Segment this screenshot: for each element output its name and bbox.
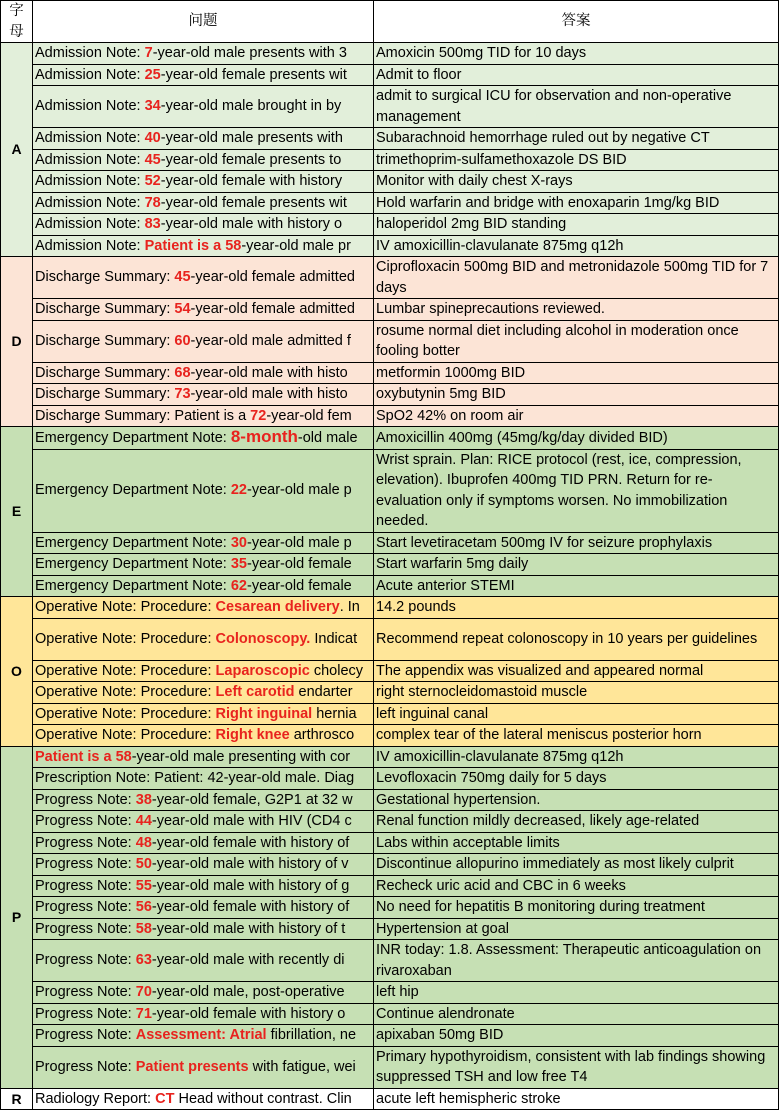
answer-cell[interactable]: metformin 1000mg BID xyxy=(374,362,779,384)
question-highlight: 45 xyxy=(174,269,191,286)
question-highlight: 58 xyxy=(135,920,152,937)
table-row xyxy=(1,554,779,576)
question-text: -year-old female with history xyxy=(160,173,343,189)
question-cell[interactable] xyxy=(33,660,374,682)
question-text: -year-old female presents wit xyxy=(160,66,347,83)
question-text: Progress Note: xyxy=(35,791,136,808)
question-text: Emergency Department Note: xyxy=(35,430,231,446)
question-highlight: 62 xyxy=(230,577,247,594)
question-text: -year-old male presents with 3 xyxy=(152,45,347,61)
answer-cell[interactable]: Monitor with daily chest X-rays xyxy=(374,171,779,193)
answer-cell[interactable]: Amoxicillin 400mg (45mg/kg/day divided BID) xyxy=(374,427,779,450)
question-text: -year-old fem xyxy=(266,407,352,424)
table-row xyxy=(1,299,779,321)
question-text: Operative Note: Procedure: xyxy=(35,630,216,647)
answer-cell[interactable]: admit to surgical ICU for observation and non-operative management xyxy=(374,86,779,128)
answer-cell[interactable]: Start warfarin 5mg daily xyxy=(374,554,779,576)
table-row xyxy=(1,171,779,193)
question-cell[interactable] xyxy=(33,768,374,790)
question-cell[interactable] xyxy=(33,575,374,597)
question-highlight: Right knee xyxy=(215,727,290,743)
question-text: -year-old male pr xyxy=(241,237,351,254)
question-text: Progress Note: xyxy=(35,952,136,969)
question-cell[interactable] xyxy=(33,320,374,362)
question-text: Emergency Department Note: xyxy=(35,577,231,594)
question-highlight: 25 xyxy=(144,66,161,83)
answer-cell[interactable]: haloperidol 2mg BID standing xyxy=(374,214,779,236)
table-body xyxy=(1,43,779,1110)
answer-cell[interactable]: left inguinal canal xyxy=(374,703,779,725)
answer-cell[interactable]: Wrist sprain. Plan: RICE protocol (rest, ice, compression, elevation). Ibuprofen 400mg TID PRN. Return for re-evaluation only if symptoms worsen. No immobilization needed. xyxy=(374,449,779,532)
question-cell[interactable] xyxy=(33,918,374,940)
question-text: Operative Note: Procedure: xyxy=(35,684,216,700)
table-row xyxy=(1,427,779,450)
question-text: Progress Note: xyxy=(35,834,136,851)
question-text: -year-old male with history of g xyxy=(151,877,350,894)
question-cell[interactable] xyxy=(33,86,374,128)
question-text: Discharge Summary: Patient is a xyxy=(35,407,251,424)
table-row xyxy=(1,832,779,854)
question-highlight: 78 xyxy=(144,194,161,211)
question-highlight: Cesarean delivery xyxy=(215,599,340,615)
question-cell[interactable] xyxy=(33,64,374,86)
question-text: cholecy xyxy=(309,662,364,679)
answer-cell[interactable]: 14.2 pounds xyxy=(374,597,779,619)
answer-cell[interactable]: Gestational hypertension. xyxy=(374,789,779,811)
question-cell[interactable] xyxy=(33,746,374,768)
question-highlight: 60 xyxy=(174,332,191,349)
question-cell[interactable] xyxy=(33,214,374,236)
question-text: . In xyxy=(339,599,360,615)
answer-cell[interactable]: apixaban 50mg BID xyxy=(374,1025,779,1047)
answer-cell[interactable]: left hip xyxy=(374,982,779,1004)
question-text: Operative Note: Procedure: xyxy=(35,705,216,722)
question-text: Progress Note: xyxy=(35,1058,136,1075)
question-text: Discharge Summary: xyxy=(35,269,175,286)
question-text: Emergency Department Note: xyxy=(35,534,231,551)
question-cell[interactable] xyxy=(33,875,374,897)
question-cell[interactable] xyxy=(33,682,374,704)
question-cell[interactable] xyxy=(33,384,374,406)
question-cell[interactable] xyxy=(33,43,374,65)
table-row xyxy=(1,940,779,982)
answer-cell[interactable]: Renal function mildly decreased, likely age-related xyxy=(374,811,779,833)
answer-cell[interactable]: No need for hepatitis B monitoring during treatment xyxy=(374,897,779,919)
question-cell[interactable] xyxy=(33,554,374,576)
answer-cell[interactable]: Continue alendronate xyxy=(374,1003,779,1025)
question-text: endarter xyxy=(294,684,353,700)
table-row xyxy=(1,682,779,704)
table-row xyxy=(1,43,779,65)
question-highlight: 44 xyxy=(135,813,152,829)
question-text: Admission Note: xyxy=(35,151,145,168)
question-cell[interactable] xyxy=(33,171,374,193)
answer-cell[interactable]: IV amoxicillin-clavulanate 875mg q12h xyxy=(374,746,779,768)
question-highlight: 73 xyxy=(174,386,191,402)
answer-cell[interactable]: Recommend repeat colonoscopy in 10 years per guidelines xyxy=(374,618,779,660)
question-text: Admission Note: xyxy=(35,66,145,83)
answer-cell[interactable]: Subarachnoid hemorrhage ruled out by negative CT xyxy=(374,128,779,150)
question-cell[interactable] xyxy=(33,703,374,725)
table-row xyxy=(1,897,779,919)
question-text: -year-old female presents wit xyxy=(160,194,347,211)
question-text: Emergency Department Note: xyxy=(35,556,231,572)
question-highlight: 56 xyxy=(135,899,152,915)
question-text: Admission Note: xyxy=(35,173,145,189)
question-text: Progress Note: xyxy=(35,877,136,894)
group-letter-cell[interactable]: A xyxy=(1,43,33,257)
table-row xyxy=(1,660,779,682)
question-text: Indicat xyxy=(310,630,358,647)
question-text: -year-old male with HIV (CD4 c xyxy=(151,813,352,829)
question-highlight: 63 xyxy=(135,952,152,969)
table-row xyxy=(1,575,779,597)
group-letter-cell[interactable]: R xyxy=(1,1088,33,1110)
question-text: -year-old male brought in by xyxy=(160,98,342,115)
question-text: -year-old male with history of t xyxy=(151,920,346,937)
question-highlight: Left carotid xyxy=(215,684,295,700)
table-row xyxy=(1,725,779,747)
question-text: Progress Note: xyxy=(35,899,136,915)
question-text: hernia xyxy=(312,705,357,722)
question-cell[interactable] xyxy=(33,982,374,1004)
question-highlight: Laparoscopic xyxy=(215,662,310,679)
answer-cell[interactable]: Amoxicin 500mg TID for 10 days xyxy=(374,43,779,65)
table-row xyxy=(1,811,779,833)
question-text: Prescription Note: Patient: 42-year-old male. Diag xyxy=(35,770,355,786)
answer-cell[interactable]: oxybutynin 5mg BID xyxy=(374,384,779,406)
question-text: -year-old male, post-operative xyxy=(151,984,345,1000)
question-highlight: 55 xyxy=(135,877,152,894)
question-cell[interactable] xyxy=(33,257,374,299)
question-text: Progress Note: xyxy=(35,1005,136,1022)
question-text: -year-old male with histo xyxy=(190,386,348,402)
question-text: -year-old male with history of v xyxy=(151,856,349,872)
answer-cell[interactable]: Discontinue allopurino immediately as most likely culprit xyxy=(374,854,779,876)
question-highlight: 45 xyxy=(144,151,161,168)
answer-cell[interactable]: Primary hypothyroidism, consistent with lab findings showing suppressed TSH and low free T4 xyxy=(374,1046,779,1088)
question-highlight: 40 xyxy=(144,130,161,146)
table-row xyxy=(1,1003,779,1025)
question-text: Admission Note: xyxy=(35,216,145,232)
question-text: Discharge Summary: xyxy=(35,364,175,381)
answer-cell[interactable]: Hold warfarin and bridge with enoxaparin 1mg/kg BID xyxy=(374,192,779,214)
question-cell[interactable] xyxy=(33,449,374,532)
question-highlight: 48 xyxy=(135,834,152,851)
question-cell[interactable] xyxy=(33,618,374,660)
question-highlight: Patient is a 58 xyxy=(144,237,242,254)
question-highlight: 83 xyxy=(144,216,161,232)
table-row xyxy=(1,597,779,619)
answer-cell[interactable]: INR today: 1.8. Assessment: Therapeutic anticoagulation on rivaroxaban xyxy=(374,940,779,982)
question-cell[interactable] xyxy=(33,811,374,833)
table-row xyxy=(1,789,779,811)
table-row xyxy=(1,214,779,236)
table-row xyxy=(1,86,779,128)
question-text: Discharge Summary: xyxy=(35,332,175,349)
table-row xyxy=(1,64,779,86)
question-highlight: 52 xyxy=(144,173,161,189)
question-text: Admission Note: xyxy=(35,98,145,115)
answer-cell[interactable]: IV amoxicillin-clavulanate 875mg q12h xyxy=(374,235,779,257)
question-text: Admission Note: xyxy=(35,237,145,254)
question-highlight: 7 xyxy=(144,45,153,61)
question-text: with fatigue, wei xyxy=(248,1058,356,1075)
question-cell[interactable] xyxy=(33,725,374,747)
table-row xyxy=(1,128,779,150)
question-cell[interactable] xyxy=(33,362,374,384)
question-cell[interactable] xyxy=(33,1003,374,1025)
question-cell[interactable] xyxy=(33,832,374,854)
question-text: -year-old male with recently di xyxy=(151,952,345,969)
question-text: -year-old male admitted f xyxy=(190,332,351,349)
group-letter-cell[interactable]: D xyxy=(1,257,33,427)
question-highlight: CT xyxy=(155,1090,175,1107)
table-row xyxy=(1,405,779,427)
question-cell[interactable] xyxy=(33,1046,374,1088)
table-row xyxy=(1,149,779,171)
question-highlight: 30 xyxy=(230,534,247,551)
question-text: Operative Note: Procedure: xyxy=(35,662,216,679)
question-cell[interactable] xyxy=(33,854,374,876)
question-highlight: Patient is a 58 xyxy=(35,748,132,765)
question-text: -year-old male with history o xyxy=(160,216,343,232)
question-text: Operative Note: Procedure: xyxy=(35,727,216,743)
question-cell[interactable] xyxy=(33,789,374,811)
answer-cell[interactable]: trimethoprim-sulfamethoxazole DS BID xyxy=(374,149,779,171)
question-text: Operative Note: Procedure: xyxy=(35,599,216,615)
question-cell[interactable] xyxy=(33,1088,374,1110)
question-text: -year-old female with history o xyxy=(151,1005,346,1022)
answer-cell[interactable]: acute left hemispheric stroke xyxy=(374,1088,779,1110)
answer-cell[interactable]: rosume normal diet including alcohol in moderation once fooling botter xyxy=(374,320,779,362)
answer-cell[interactable]: SpO2 42% on room air xyxy=(374,405,779,427)
question-cell[interactable] xyxy=(33,1025,374,1047)
table-row xyxy=(1,235,779,257)
question-text: -old male xyxy=(297,430,358,446)
question-highlight: 34 xyxy=(144,98,161,115)
table-row xyxy=(1,768,779,790)
question-highlight: 35 xyxy=(230,556,247,572)
answer-cell[interactable]: complex tear of the lateral meniscus posterior horn xyxy=(374,725,779,747)
table-row xyxy=(1,1046,779,1088)
question-text: Radiology Report: xyxy=(35,1090,156,1107)
header-question[interactable]: 问题 xyxy=(33,1,374,43)
question-highlight: 50 xyxy=(135,856,152,872)
question-cell[interactable] xyxy=(33,897,374,919)
question-cell[interactable] xyxy=(33,940,374,982)
answer-cell[interactable]: The appendix was visualized and appeared normal xyxy=(374,660,779,682)
table-row xyxy=(1,618,779,660)
question-cell[interactable] xyxy=(33,149,374,171)
question-text: -year-old female xyxy=(246,556,352,572)
question-text: Progress Note: xyxy=(35,984,136,1000)
question-highlight: 70 xyxy=(135,984,152,1000)
question-highlight: 68 xyxy=(174,364,191,381)
question-cell[interactable] xyxy=(33,299,374,321)
answer-cell[interactable]: Hypertension at goal xyxy=(374,918,779,940)
question-cell[interactable] xyxy=(33,192,374,214)
question-highlight: 38 xyxy=(135,791,152,808)
table-row xyxy=(1,192,779,214)
question-cell[interactable] xyxy=(33,405,374,427)
group-letter-cell[interactable]: E xyxy=(1,427,33,597)
question-text: Progress Note: xyxy=(35,813,136,829)
question-text: arthrosco xyxy=(289,727,355,743)
question-text: -year-old male presents with xyxy=(160,130,343,146)
table-row xyxy=(1,918,779,940)
table-row xyxy=(1,875,779,897)
question-cell[interactable] xyxy=(33,532,374,554)
header-answer[interactable]: 答案 xyxy=(374,1,779,43)
group-letter-cell[interactable]: O xyxy=(1,597,33,747)
question-highlight: 54 xyxy=(174,301,191,317)
question-text: -year-old female with history of xyxy=(151,834,350,851)
question-text: -year-old female presents to xyxy=(160,151,342,168)
question-text: Admission Note: xyxy=(35,130,145,146)
table-row xyxy=(1,854,779,876)
question-text: -year-old male p xyxy=(246,534,352,551)
question-text: -year-old female admitted xyxy=(190,269,355,286)
question-text: -year-old male p xyxy=(246,482,352,499)
question-text: -year-old male with histo xyxy=(190,364,348,381)
question-highlight: 72 xyxy=(250,407,267,424)
question-highlight: Assessment: Atrial xyxy=(135,1027,267,1043)
question-text: -year-old female with history of xyxy=(151,899,350,915)
question-cell[interactable] xyxy=(33,128,374,150)
answer-cell[interactable]: Labs within acceptable limits xyxy=(374,832,779,854)
table-row xyxy=(1,1088,779,1110)
table-row xyxy=(1,703,779,725)
question-text: Progress Note: xyxy=(35,856,136,872)
question-cell[interactable] xyxy=(33,235,374,257)
question-text: Progress Note: xyxy=(35,920,136,937)
table-row xyxy=(1,320,779,362)
question-text: Head without contrast. Clin xyxy=(174,1090,352,1107)
table-row xyxy=(1,384,779,406)
question-highlight: 22 xyxy=(230,482,247,499)
answer-cell[interactable]: Levofloxacin 750mg daily for 5 days xyxy=(374,768,779,790)
question-text: -year-old female xyxy=(246,577,352,594)
question-cell[interactable] xyxy=(33,597,374,619)
question-text: Admission Note: xyxy=(35,45,145,61)
answer-cell[interactable]: Recheck uric acid and CBC in 6 weeks xyxy=(374,875,779,897)
question-highlight: Colonoscopy. xyxy=(215,630,311,647)
question-text: Emergency Department Note: xyxy=(35,482,231,499)
table-row xyxy=(1,257,779,299)
question-text: Discharge Summary: xyxy=(35,386,175,402)
answer-cell[interactable]: Acute anterior STEMI xyxy=(374,575,779,597)
answer-cell[interactable]: Ciprofloxacin 500mg BID and metronidazole 500mg TID for 7 days xyxy=(374,257,779,299)
table-row xyxy=(1,362,779,384)
table-row xyxy=(1,982,779,1004)
group-letter-cell[interactable]: P xyxy=(1,746,33,1088)
question-cell[interactable] xyxy=(33,427,374,450)
table-row xyxy=(1,746,779,768)
question-text: -year-old female, G2P1 at 32 w xyxy=(151,791,353,808)
table-row xyxy=(1,1025,779,1047)
answer-cell[interactable]: Admit to floor xyxy=(374,64,779,86)
question-highlight: 71 xyxy=(135,1005,152,1022)
question-text: -year-old female admitted xyxy=(190,301,355,317)
question-highlight: 8-month xyxy=(230,427,298,446)
question-highlight: Patient presents xyxy=(135,1058,249,1075)
question-text: Admission Note: xyxy=(35,194,145,211)
question-text: -year-old male presenting with cor xyxy=(131,748,351,765)
table-row xyxy=(1,449,779,532)
table-row xyxy=(1,532,779,554)
header-letter[interactable]: 字母 xyxy=(1,1,33,43)
question-text: Discharge Summary: xyxy=(35,301,175,317)
answer-cell[interactable]: Lumbar spineprecautions reviewed. xyxy=(374,299,779,321)
header-row xyxy=(1,1,779,43)
question-text: Progress Note: xyxy=(35,1027,136,1043)
answer-cell[interactable]: right sternocleidomastoid muscle xyxy=(374,682,779,704)
question-text: fibrillation, ne xyxy=(266,1027,357,1043)
question-highlight: Right inguinal xyxy=(215,705,313,722)
answer-cell[interactable]: Start levetiracetam 500mg IV for seizure prophylaxis xyxy=(374,532,779,554)
